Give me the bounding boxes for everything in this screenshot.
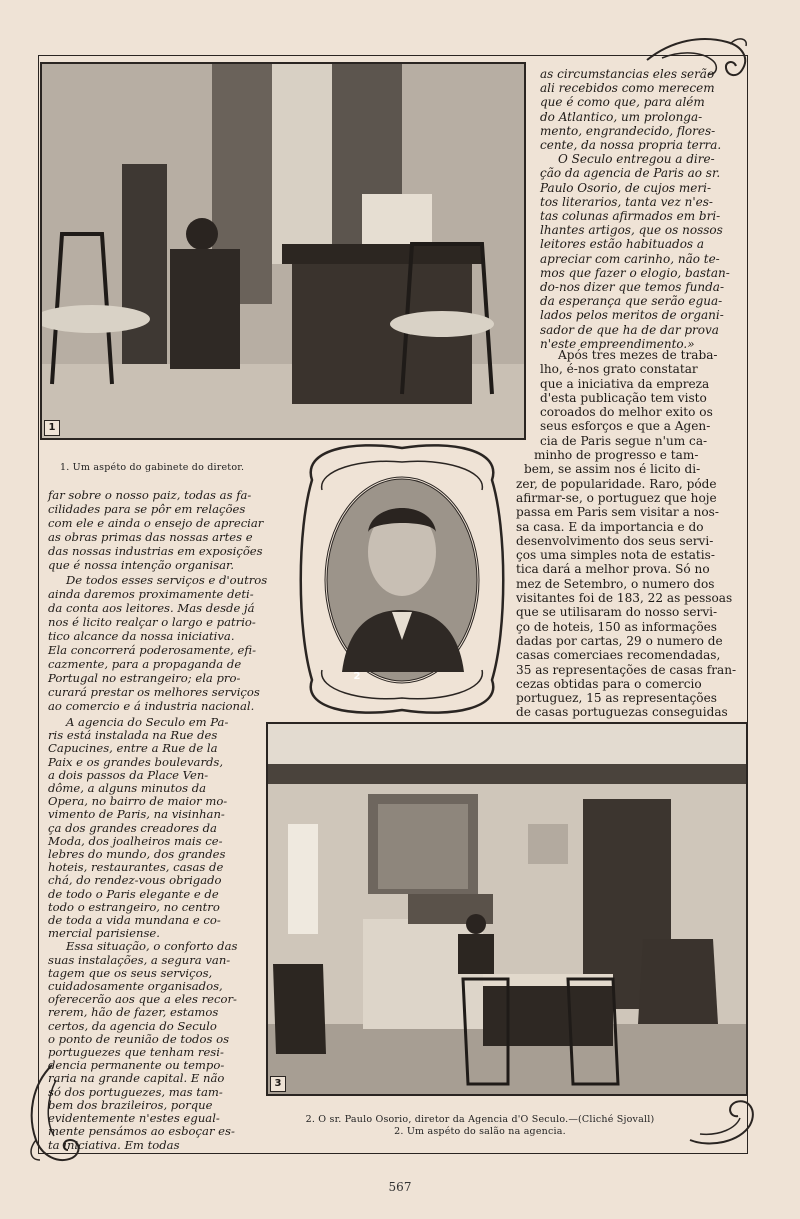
text-line: portuguezes que tenham resi-: [48, 1045, 224, 1060]
text-line: cezas obtidas para o comercio: [516, 676, 702, 691]
text-line: tas colunas afirmados em bri-: [540, 209, 721, 224]
text-line: das nossas industrias em exposições: [48, 544, 263, 559]
text-line: 35 as representações de casas fran-: [516, 662, 737, 677]
text-line: da esperança que serão egua-: [540, 294, 723, 309]
text-line: da conta aos leitores. Mas desde já: [48, 600, 255, 615]
text-line: bem dos brazileiros, porque: [48, 1097, 213, 1112]
text-line: tagem que os seus serviços,: [48, 965, 213, 980]
caption-line-portrait: 2. O sr. Paulo Osorio, diretor da Agencia d'O Seculo.—(Cliché Sjovall): [305, 1114, 655, 1125]
text-line: mos que fazer o elogio, bastan-: [540, 265, 730, 280]
text-line: que a iniciativa da empreza: [540, 376, 710, 391]
text-line: do-nos dizer que temos funda-: [540, 280, 724, 295]
photo-number-1: 1: [44, 420, 60, 436]
text-line: coroados do melhor exito os: [540, 405, 713, 420]
text-line: que é nossa intenção organisar.: [48, 558, 235, 573]
text-line: visitantes foi de 183, 22 as pessoas: [516, 591, 733, 606]
text-line: ao comercio e á industria nacional.: [48, 699, 255, 714]
text-line: evidentemente n'estes egual-: [48, 1111, 220, 1126]
text-line: de casas portuguezas conseguidas: [516, 705, 728, 720]
text-line: do Atlantico, um prolonga-: [540, 109, 703, 124]
text-line: O Seculo entregou a dire-: [558, 152, 715, 167]
text-line: tico alcance da nossa iniciativa.: [48, 628, 235, 643]
photo-agency-salon: [266, 722, 748, 1096]
bottom-right-ornament: [680, 1090, 760, 1152]
text-line: lhantes artigos, que os nossos: [540, 223, 723, 238]
text-line: A agencia do Seculo em Pa-: [66, 715, 229, 729]
text-line: desenvolvimento dos seus servi-: [516, 533, 714, 548]
text-line: ainda daremos proximamente deti-: [48, 586, 254, 601]
bottom-caption: [270, 1114, 690, 1138]
text-line: sa casa. E da importancia e do: [516, 519, 704, 534]
text-line: cuidadosamente organisados,: [48, 979, 223, 994]
text-line: tos literarios, tanta vez n'es-: [540, 194, 713, 209]
text-line: Após tres mezes de traba-: [558, 348, 718, 362]
text-line: que se utilisaram do nosso servi-: [516, 605, 718, 620]
text-line: leitores estão habituados a: [540, 237, 705, 252]
text-line: portuguez, 15 as representações: [516, 691, 717, 706]
right-column-quote: [540, 67, 740, 351]
text-line: sador de que ha de dar prova: [540, 322, 719, 337]
text-line: só dos portuguezes, mas tam-: [48, 1084, 223, 1099]
right-column-text: [516, 348, 742, 720]
text-line: Essa situação, o conforto das: [66, 939, 238, 954]
text-line: Opera, no bairro de maior mo-: [48, 794, 228, 809]
text-line: a dois passos da Place Ven-: [48, 767, 209, 782]
text-line: curará prestar os melhores serviços: [48, 685, 260, 700]
text-line: rerem, hão de fazer, estamos: [48, 1005, 219, 1020]
page-number: 567: [388, 1180, 412, 1194]
text-line: Paix e os grandes boulevards,: [48, 754, 224, 769]
text-line: vimento de Paris, na visinhan-: [48, 807, 225, 822]
text-line: ça dos grandes creadores da: [48, 820, 217, 835]
text-line: ris está instalada na Rue des: [48, 728, 218, 743]
text-line: certos, da agencia do Seculo: [48, 1018, 217, 1033]
text-line: zer, de popularidade. Raro, póde: [516, 476, 717, 491]
text-line: oferecerão aos que a eles recor-: [48, 992, 237, 1007]
text-line: afirmar-se, o portuguez que hoje: [516, 490, 717, 505]
text-line: que é como que, para além: [540, 95, 705, 110]
text-line: de toda a vida mundana e co-: [48, 913, 221, 928]
text-line: chá, do rendez-vous obrigado: [48, 873, 222, 888]
text-line: ço de hoteis, 150 as informações: [516, 619, 717, 634]
text-line: raria na grande capital. E não: [48, 1071, 225, 1086]
text-line: d'esta publicação tem visto: [540, 390, 707, 405]
photo-number-3: 3: [270, 1076, 286, 1092]
text-line: as obras primas das nossas artes e: [48, 530, 253, 545]
text-line: ços uma simples nota de estatis-: [516, 548, 715, 563]
text-line: Capucines, entre a Rue de la: [48, 741, 218, 756]
text-line: casas comerciaes recomendadas,: [516, 648, 721, 663]
photo1-caption: 1. Um aspéto do gabinete do diretor.: [60, 462, 245, 473]
left-column-text-a: [48, 488, 288, 714]
photo-number-2: 2: [353, 671, 361, 682]
text-line: as circumstancias eles serão: [540, 67, 715, 81]
text-line: suas instalações, a segura van-: [48, 952, 231, 967]
text-line: mento, engrandecido, flores-: [540, 123, 716, 138]
text-line: ali recebidos como merecem: [540, 81, 715, 96]
text-line: n'este empreendimento.»: [540, 336, 695, 351]
text-line: com ele e ainda o ensejo de apreciar: [48, 516, 264, 531]
text-line: cia de Paris segue n'um ca-: [540, 433, 708, 448]
text-line: mercial parisiense.: [48, 926, 160, 941]
text-line: mez de Setembro, o numero dos: [516, 576, 715, 591]
photo-director-office: [40, 62, 526, 440]
text-line: o ponto de reunião de todos os: [48, 1031, 230, 1046]
text-line: apreciar com carinho, não te-: [540, 251, 720, 266]
text-line: todo o estrangeiro, no centro: [48, 899, 220, 914]
text-line: passa em Paris sem visitar a nos-: [516, 505, 719, 520]
text-line: Paulo Osorio, de cujos meri-: [540, 180, 712, 195]
text-line: bem, se assim nos é licito di-: [524, 462, 701, 477]
left-column-text-b: [48, 716, 256, 1152]
text-line: cilidades para se pôr em relações: [48, 502, 246, 517]
text-line: dadas por cartas, 29 o numero de: [516, 633, 723, 648]
portrait-medallion: [292, 440, 512, 718]
text-line: dencia permanente ou tempo-: [48, 1058, 225, 1073]
text-line: mente pensámos ao esboçar es-: [48, 1124, 235, 1139]
text-line: cente, da nossa propria terra.: [540, 138, 722, 153]
text-line: Moda, dos joalheiros mais ce-: [48, 833, 223, 848]
text-line: tica dará a melhor prova. Só no: [516, 562, 710, 577]
text-line: cazmente, para a propaganda de: [48, 657, 242, 672]
text-line: Ela concorrerá poderosamente, efi-: [48, 643, 257, 658]
text-line: Portugal no estrangeiro; ela pro-: [48, 671, 241, 686]
text-line: hoteis, restaurantes, casas de: [48, 860, 224, 875]
text-line: lados pelos meritos de organi-: [540, 308, 724, 323]
text-line: far sobre o nosso paiz, todas as fa-: [48, 488, 252, 502]
text-line: ta iniciativa. Em todas: [48, 1137, 180, 1152]
text-line: dôme, a alguns minutos da: [48, 781, 207, 796]
text-line: nos é licito realçar o largo e patrio-: [48, 614, 256, 629]
caption-line-salon: 2. Um aspéto do salão na agencia.: [394, 1126, 566, 1137]
text-line: minho de progresso e tam-: [534, 448, 699, 463]
text-line: seus esforços e que a Agen-: [540, 419, 711, 434]
text-line: ção da agencia de Paris ao sr.: [540, 166, 721, 181]
text-line: de todo o Paris elegante e de: [48, 886, 219, 901]
text-line: lebres do mundo, dos grandes: [48, 847, 226, 862]
text-line: lho, é-nos grato constatar: [540, 362, 698, 377]
text-line: De todos esses serviços e d'outros: [66, 572, 268, 587]
